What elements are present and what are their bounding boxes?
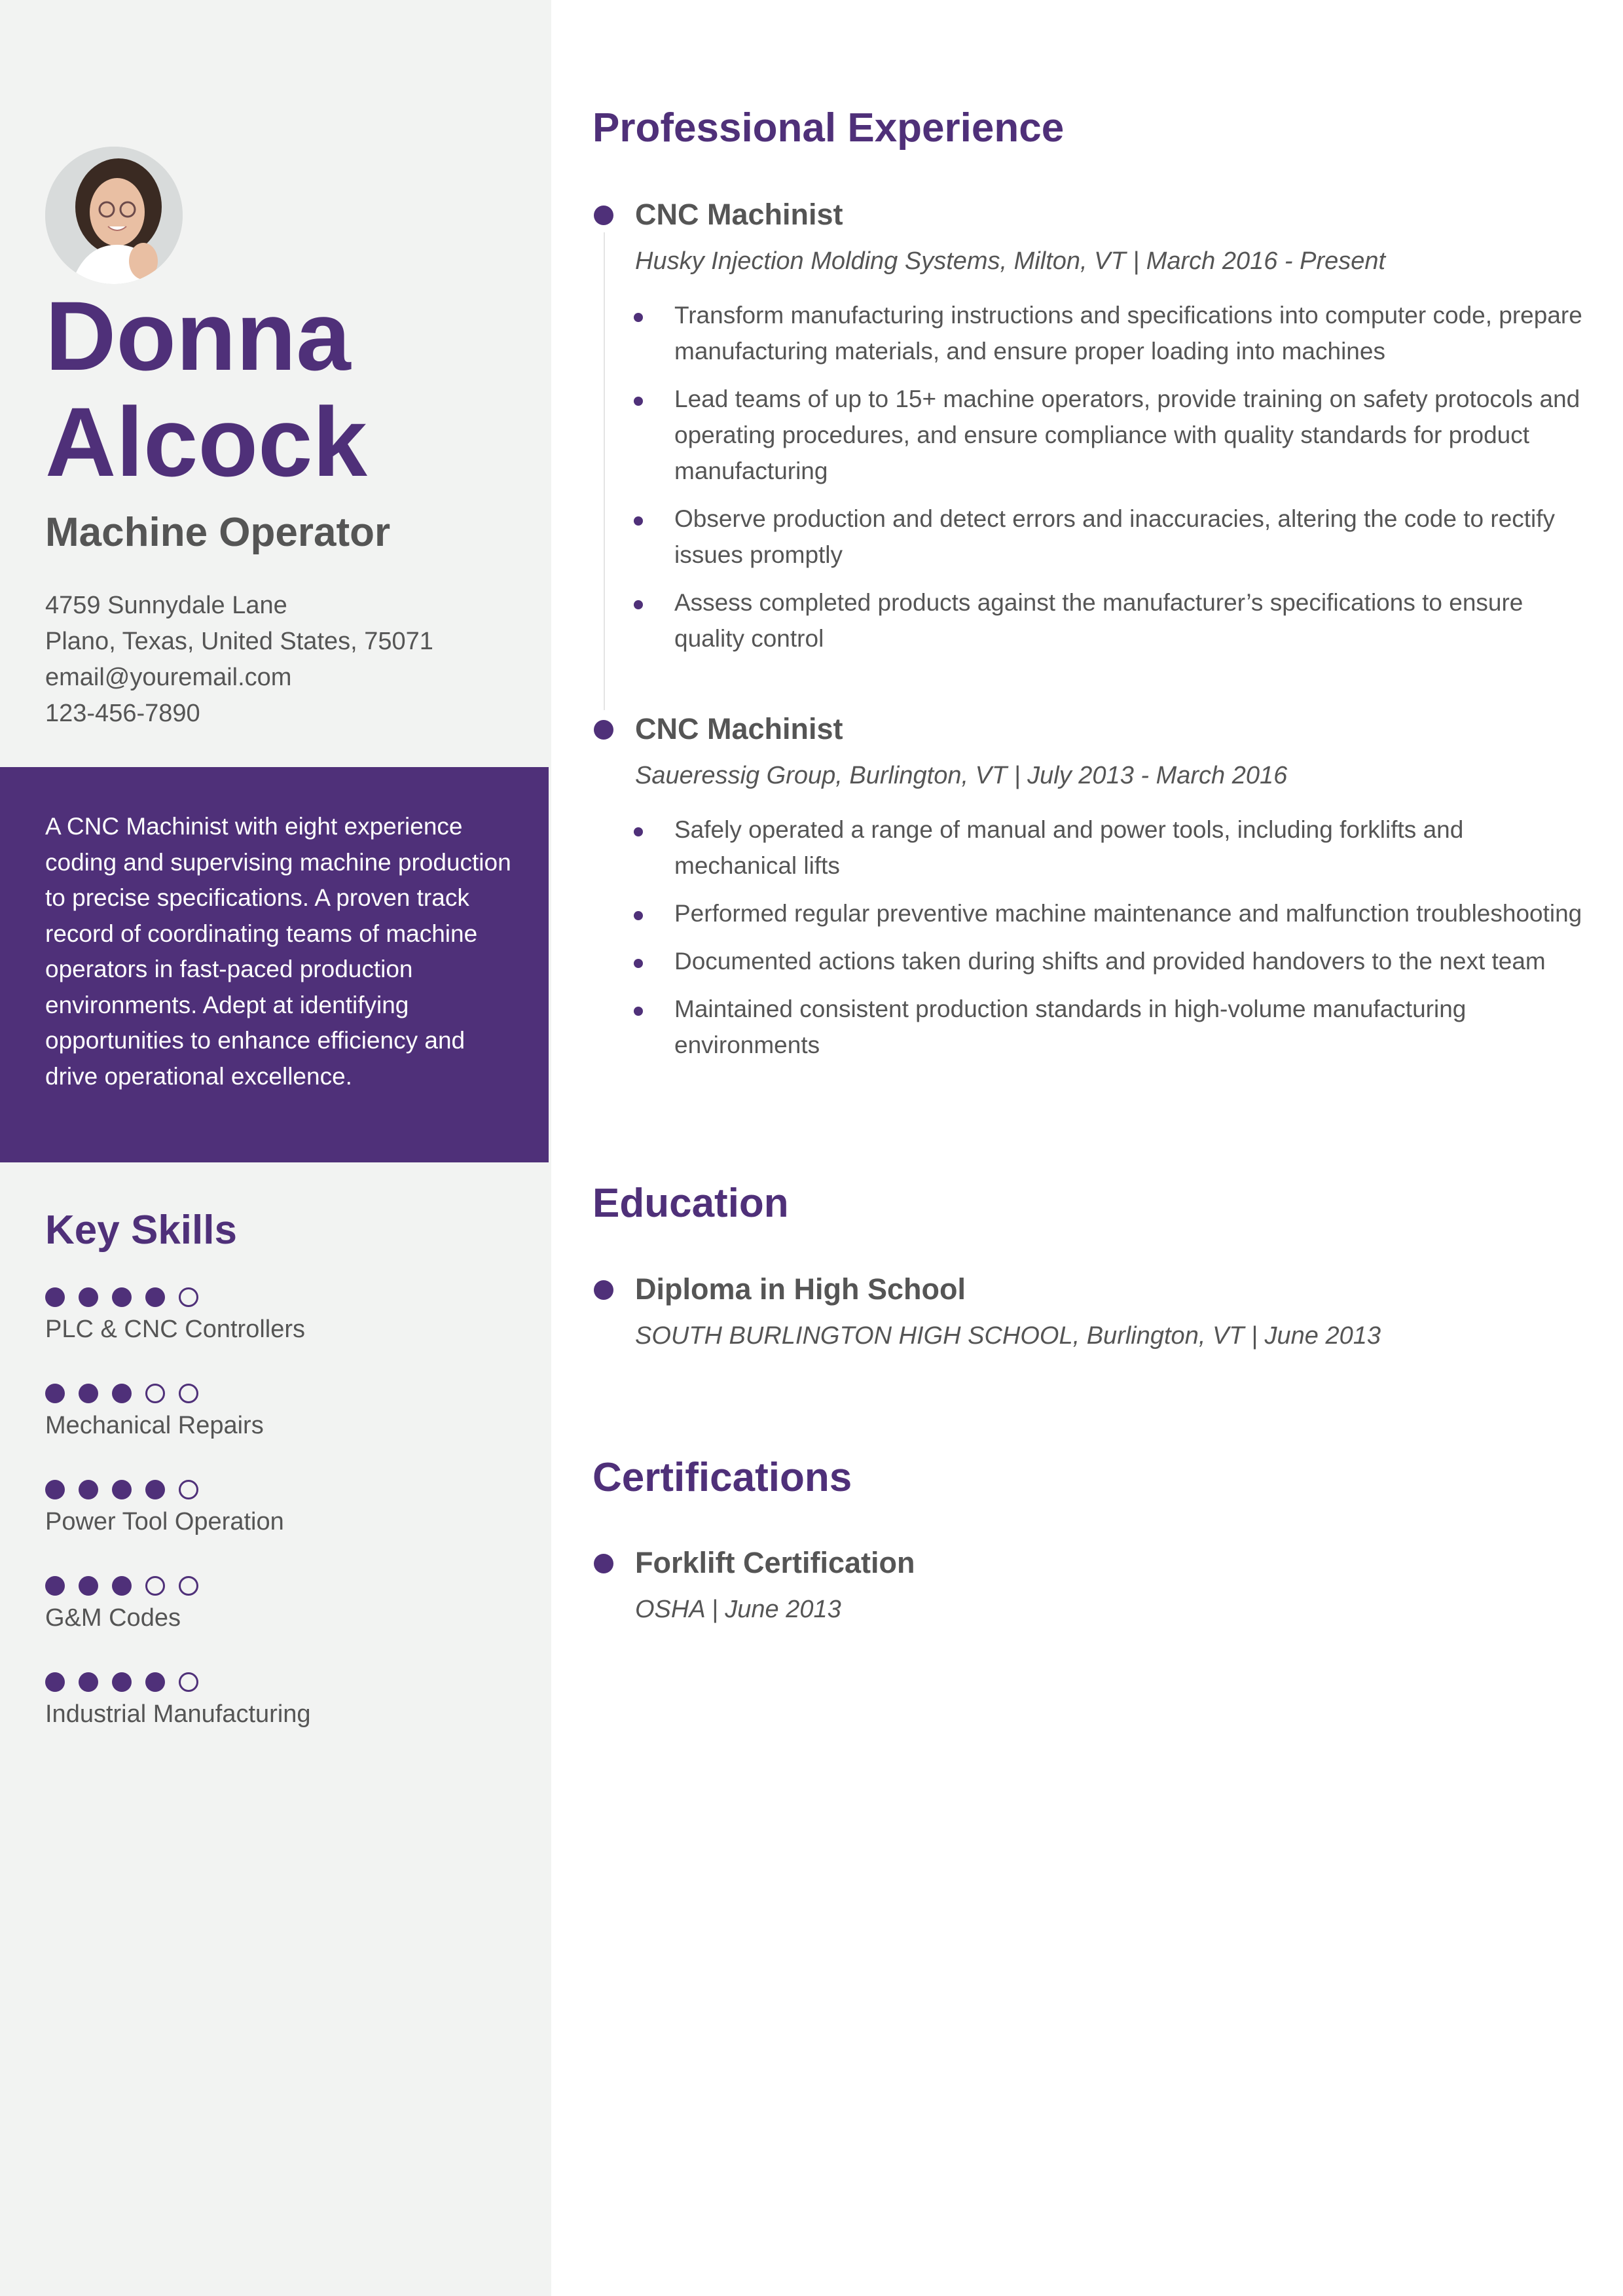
rating-dot-empty (179, 1480, 198, 1499)
rating-dot-filled (145, 1480, 165, 1499)
rating-dot-filled (45, 1287, 65, 1307)
rating-dot-filled (45, 1480, 65, 1499)
education-heading: Education (593, 1181, 789, 1226)
rating-dot-filled (145, 1672, 165, 1692)
rating-dot-empty (145, 1576, 165, 1596)
rating-dot-filled (145, 1287, 165, 1307)
skill-item (45, 1287, 311, 1383)
skills-heading: Key Skills (45, 1208, 237, 1253)
skill-label: G&M Codes (45, 1604, 181, 1632)
job-title: CNC Machinist (593, 196, 1588, 233)
portrait-photo-icon (45, 147, 183, 284)
skill-label: Power Tool Operation (45, 1508, 284, 1535)
certification-subtitle: OSHA | June 2013 (635, 1596, 841, 1623)
rating-dot-filled (112, 1480, 132, 1499)
first-name: Donna (45, 281, 351, 391)
contact-phone: 123-456-7890 (45, 700, 200, 727)
skill-label: Mechanical Repairs (45, 1412, 264, 1439)
job-bullet: Assess completed products against the manufacturer’s specifications to ensure quality control (674, 584, 1588, 656)
summary-box (0, 767, 549, 1162)
certifications-heading: Certifications (593, 1455, 852, 1500)
education-subtitle: SOUTH BURLINGTON HIGH SCHOOL, Burlington, VT | June 2013 (635, 1322, 1381, 1350)
skill-rating (45, 1383, 311, 1404)
rating-dot-filled (79, 1576, 98, 1596)
rating-dot-filled (45, 1384, 65, 1403)
rating-dot-filled (45, 1576, 65, 1596)
contact-city-line: Plano, Texas, United States, 75071 (45, 628, 433, 655)
rating-dot-filled (79, 1384, 98, 1403)
skill-rating (45, 1575, 311, 1596)
job-bullet: Observe production and detect errors and inaccuracies, altering the code to rectify issues promptly (674, 501, 1588, 573)
skill-rating (45, 1672, 311, 1693)
skill-rating (45, 1287, 311, 1308)
job-entry (593, 711, 1588, 1075)
education-entry (593, 1271, 1588, 1352)
contact-address-line: 4759 Sunnydale Lane (45, 592, 287, 619)
rating-dot-empty (145, 1384, 165, 1403)
job-title: CNC Machinist (593, 711, 1588, 747)
job-subtitle: Husky Injection Molding Systems, Milton, VT | March 2016 - Present (635, 247, 1386, 275)
skill-item (45, 1672, 311, 1768)
candidate-name (45, 283, 367, 495)
rating-dot-filled (79, 1480, 98, 1499)
experience-heading: Professional Experience (593, 105, 1065, 151)
last-name: Alcock (45, 387, 367, 497)
summary-text: A CNC Machinist with eight experience coding and supervising machine production to precise specifications. A proven track record of coordinating teams of machine operators in fast-paced production environments. Adept at identifying opportunities to enhance efficiency and drive operational excellence. (45, 813, 511, 1090)
job-bullet: Documented actions taken during shifts and provided handovers to the next team (674, 943, 1588, 979)
job-bullets (593, 812, 1588, 1063)
rating-dot-empty (179, 1384, 198, 1403)
skill-label: PLC & CNC Controllers (45, 1316, 305, 1343)
job-bullet: Maintained consistent production standards in high-volume manufacturing environments (674, 991, 1588, 1063)
rating-dot-empty (179, 1672, 198, 1692)
skill-item (45, 1383, 311, 1479)
rating-dot-filled (79, 1672, 98, 1692)
contact-list (45, 588, 433, 732)
job-bullet: Safely operated a range of manual and power tools, including forklifts and mechanical lifts (674, 812, 1588, 884)
sidebar (0, 0, 551, 2296)
rating-dot-filled (45, 1672, 65, 1692)
profile-photo (45, 147, 183, 284)
certification-title: Forklift Certification (593, 1545, 1588, 1581)
rating-dot-filled (112, 1384, 132, 1403)
rating-dot-empty (179, 1576, 198, 1596)
rating-dot-empty (179, 1287, 198, 1307)
skills-list (45, 1287, 311, 1768)
job-subtitle: Saueressig Group, Burlington, VT | July 2013 - March 2016 (635, 762, 1288, 789)
job-entry (593, 196, 1588, 668)
skill-item (45, 1575, 311, 1672)
certification-entry (593, 1545, 1588, 1626)
job-bullet: Transform manufacturing instructions and specifications into computer code, prepare manufacturing materials, and ensure proper loading into machines (674, 297, 1588, 369)
job-bullets (593, 297, 1588, 656)
rating-dot-filled (112, 1287, 132, 1307)
rating-dot-filled (79, 1287, 98, 1307)
rating-dot-filled (112, 1576, 132, 1596)
education-title: Diploma in High School (593, 1271, 1588, 1308)
job-role: Machine Operator (45, 510, 391, 555)
job-bullet: Performed regular preventive machine maintenance and malfunction troubleshooting (674, 895, 1588, 931)
skill-label: Industrial Manufacturing (45, 1700, 311, 1728)
skill-item (45, 1479, 311, 1575)
skill-rating (45, 1479, 311, 1500)
rating-dot-filled (112, 1672, 132, 1692)
contact-email: email@youremail.com (45, 664, 292, 691)
job-bullet: Lead teams of up to 15+ machine operators, provide training on safety protocols and operating procedures, and ensure compliance with quality standards for product manufacturing (674, 381, 1588, 489)
